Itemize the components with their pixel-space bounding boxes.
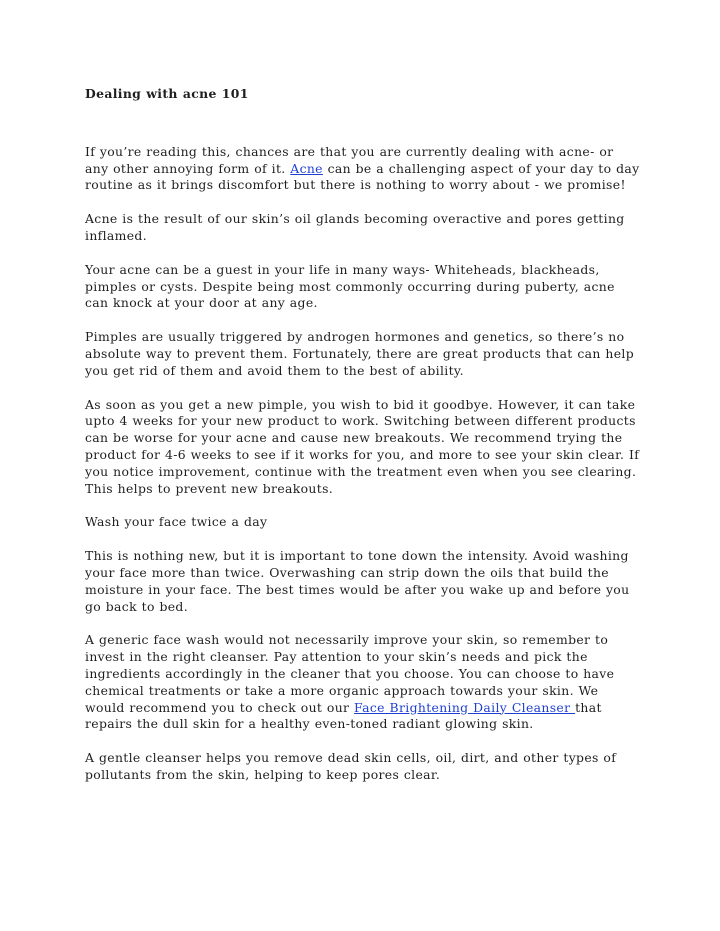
paragraph-cleanser-text-before: A generic face wash would not necessarily improve your skin, so remember to invest in the right cleanser. Pay attention to your skin’s needs and pick the ingredients accordingly in the cleaner that you choose. You can choose to have chemical treatments or take a more organic approach towards your skin. We would recommend you to check out our bbox=[85, 632, 615, 715]
face-brightening-cleanser-link[interactable]: Face Brightening Daily Cleanser bbox=[354, 699, 576, 715]
paragraph-acne-cause: Acne is the result of our skin’s oil glands becoming overactive and pores getting inflamed. bbox=[85, 211, 625, 243]
paragraph-gentle-cleanser: A gentle cleanser helps you remove dead skin cells, oil, dirt, and other types of pollutants from the skin, helping to keep pores clear. bbox=[85, 750, 617, 782]
document-title: Dealing with acne 101 bbox=[85, 86, 249, 101]
paragraph-treatment-time: As soon as you get a new pimple, you wish to bid it goodbye. However, it can take upto 4 weeks for your new product to work. Switching between different products can be worse for your acne and cause new breakouts. We recommend trying the product for 4-6 weeks to see if it works for you, and more to see your skin clear. If you notice improvement, continue with the treatment even when you see clearing. This helps to prevent new breakouts. bbox=[85, 396, 640, 496]
section-heading-wash-face: Wash your face twice a day bbox=[85, 514, 268, 530]
acne-link[interactable]: Acne bbox=[290, 160, 323, 176]
paragraph-cleanser-text-after: that repairs the dull skin for a healthy even-toned radiant glowing skin. bbox=[85, 699, 602, 732]
document-body bbox=[85, 86, 640, 801]
paragraph-intro-text-before: If you’re reading this, chances are that you are currently dealing with acne- or any other annoying form of it. bbox=[85, 143, 614, 176]
paragraph-acne-types: Your acne can be a guest in your life in many ways- Whiteheads, blackheads, pimples or cysts. Despite being most commonly occurring during puberty, acne can knock at your door at any age. bbox=[85, 261, 615, 311]
paragraph-pimple-triggers: Pimples are usually triggered by androgen hormones and genetics, so there’s no absolute way to prevent them. Fortunately, there are great products that can help you get rid of them and avoid them to the best of ability. bbox=[85, 329, 634, 378]
paragraph-cleanser-choice bbox=[85, 632, 640, 733]
paragraph-wash-frequency: This is nothing new, but it is important to tone down the intensity. Avoid washing your face more than twice. Overwashing can strip down the oils that build the moisture in your face. The best times would be after you wake up and before you go back to bed. bbox=[85, 548, 630, 614]
paragraph-intro-text-after: can be a challenging aspect of your day to day routine as it brings discomfort but there is nothing to worry about - we promise! bbox=[85, 160, 640, 193]
paragraph-intro bbox=[85, 144, 640, 194]
